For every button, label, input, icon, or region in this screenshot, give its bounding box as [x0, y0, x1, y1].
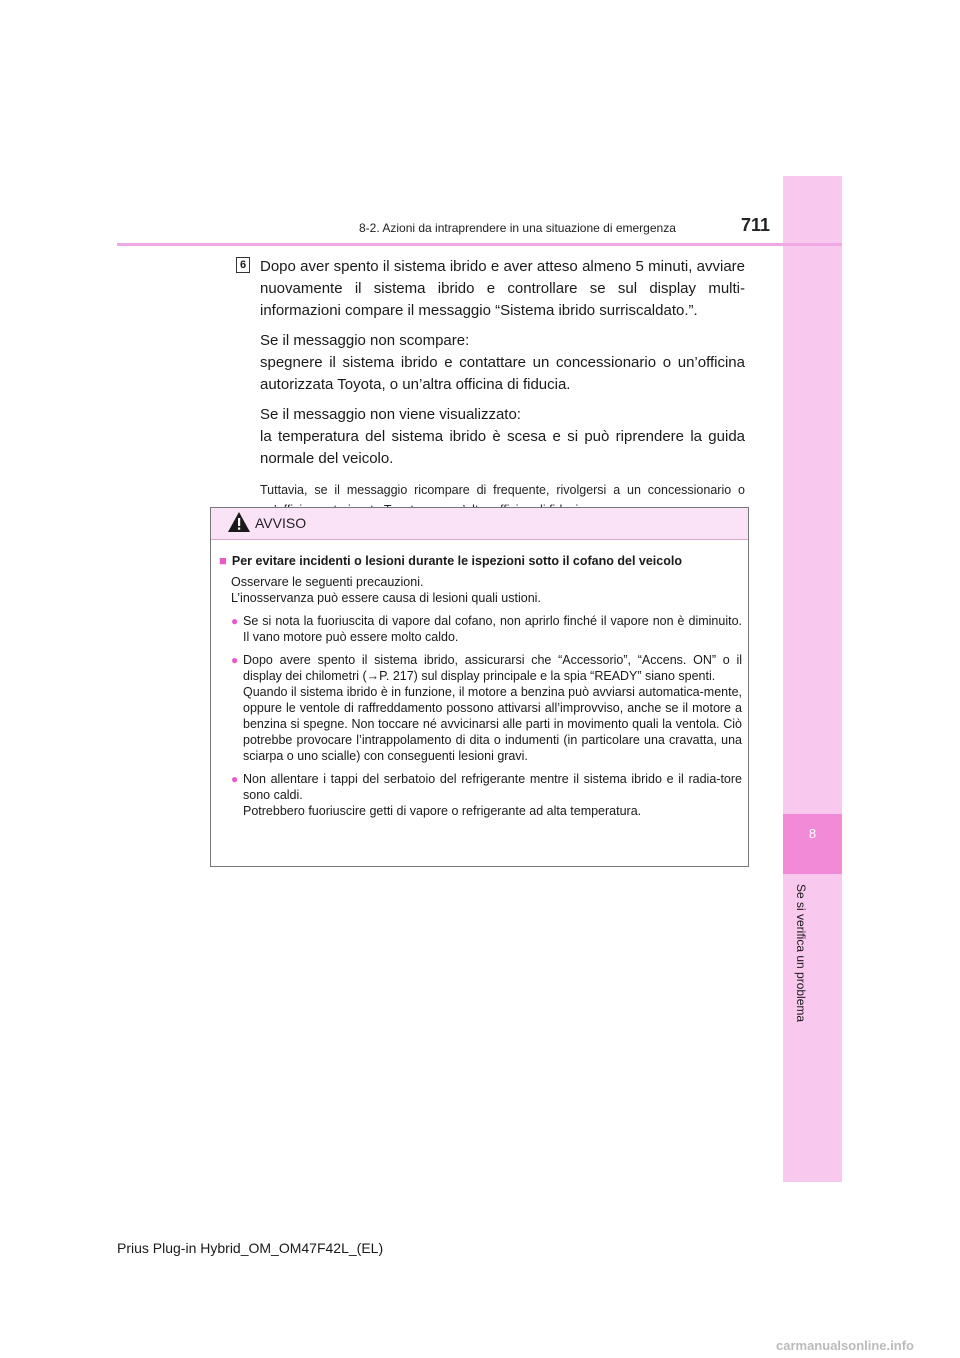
warning-intro — [219, 574, 742, 606]
warning-bullet-text — [243, 771, 742, 819]
warning-bullet-line: Dopo avere spento il sistema ibrido, assicurarsi che “Accessorio”, “Accens. ON” o il display dei chilometri (→P. 217) sul display principale e la spia “READY” siano spenti. — [243, 653, 742, 683]
circle-bullet-icon: ● — [231, 653, 239, 667]
step-note: Tuttavia, se il messaggio ricompare di frequente, rivolgersi a un concessionario o — [260, 483, 745, 497]
step-paragraph: la temperatura del sistema ibrido è scesa e si può riprendere la guida normale del veicolo. — [260, 428, 745, 467]
warning-bullet-text — [243, 652, 742, 764]
chapter-label: Se si verifica un problema — [794, 884, 808, 1023]
warning-bullet-line: Non allentare i tappi del serbatoio del refrigerante mentre il sistema ibrido e il radia-tore sono caldi. — [243, 772, 742, 802]
warning-heading-text: Per evitare incidenti o lesioni durante le ispezioni sotto il cofano del veicolo — [231, 554, 682, 568]
header-rule — [117, 243, 842, 246]
section-title: 8-2. Azioni da intraprendere in una situazione di emergenza — [359, 221, 676, 235]
step-paragraph: spegnere il sistema ibrido e contattare un concessionario o un’officina autorizzata Toyota, o un’altra officina di fiducia. — [260, 354, 745, 393]
warning-bullets — [219, 613, 742, 819]
warning-bullet — [231, 652, 742, 764]
chapter-tab — [783, 814, 842, 874]
warning-bullet-text: Se si nota la fuoriuscita di vapore dal cofano, non aprirlo finché il vapore non è diminuito. Il vano motore può essere molto caldo. — [243, 614, 742, 644]
warning-intro-line: L’inosservanza può essere causa di lesioni quali ustioni. — [231, 591, 541, 605]
warning-bullet-line: Quando il sistema ibrido è in funzione, il motore a benzina può avviarsi automatica-mente, oppure le ventole di raffreddamento possono attivarsi all’improvviso, anche se il motore a benzina si spegne. Non toccare né avvicinarsi alle parti in movimento quali la ventola. Ciò potrebbe provocare l’intrappolamento di dita o indumenti (in particolare una cravatta, una sciarpa o uno scialle) con conseguenti lesioni gravi. — [243, 685, 742, 763]
step-paragraph: Dopo aver spento il sistema ibrido e aver atteso almeno 5 minuti, avviare nuovamente il sistema ibrido e controllare se sul display multi-informazioni compare il messaggio “Sistema ibrido surriscaldato.”. — [260, 258, 745, 319]
warning-heading — [219, 553, 742, 569]
warning-triangle-icon — [227, 511, 251, 533]
square-bullet-icon: ■ — [219, 553, 227, 568]
step-paragraph: Se il messaggio non viene visualizzato: — [260, 406, 521, 423]
step-body — [260, 256, 745, 520]
chapter-number: 8 — [808, 826, 817, 841]
warning-content — [211, 540, 748, 819]
footer-manual-id: Prius Plug-in Hybrid_OM_OM47F42L_(EL) — [117, 1240, 384, 1256]
warning-header — [211, 508, 748, 540]
warning-intro-line: Osservare le seguenti precauzioni. — [231, 575, 424, 589]
warning-bullet — [231, 771, 742, 819]
step-number: 6 — [236, 257, 250, 273]
watermark: carmanualsonline.info — [776, 1338, 914, 1353]
circle-bullet-icon: ● — [231, 772, 239, 786]
warning-bullet-line: Potrebbero fuoriuscire getti di vapore o refrigerante ad alta temperatura. — [243, 804, 642, 818]
step-paragraph: Se il messaggio non scompare: — [260, 332, 470, 349]
page-number: 711 — [741, 215, 771, 235]
warning-box — [210, 507, 749, 867]
warning-bullet — [231, 613, 742, 645]
warning-title: AVVISO — [255, 515, 307, 531]
circle-bullet-icon: ● — [231, 614, 239, 628]
